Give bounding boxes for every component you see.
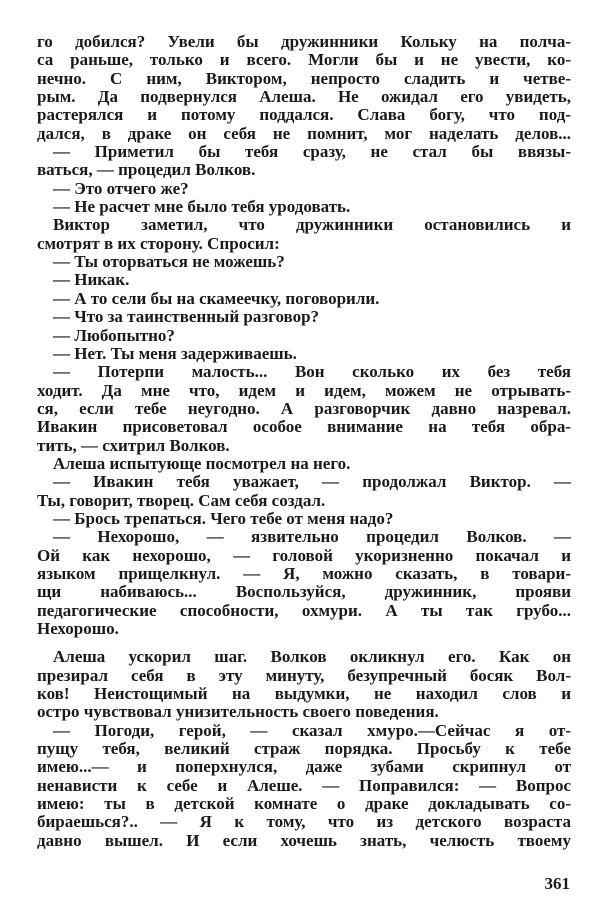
text-line: щи набиваюсь... Воспользуйся, дружинник, прояви — [37, 582, 571, 602]
text-line: дался, в драке он себя не помнит, мог наделать делов... — [37, 123, 571, 143]
text-line: — Ты оторваться не можешь? — [53, 252, 285, 272]
text-line: — Не расчет мне было тебя уродовать. — [53, 197, 351, 217]
text-line: — Брось трепаться. Чего тебе от меня надо? — [53, 508, 394, 528]
text-line: смотрят в их сторону. Спросил: — [37, 233, 280, 253]
text-line: пущу тебя, великий страж порядка. Просьбу к тебе — [37, 739, 571, 759]
text-line: — Любопытно? — [53, 325, 175, 345]
text-line: ков! Неистощимый на выдумки, не находил слов и — [37, 684, 571, 704]
text-line: растерялся и потому поддался. Слава богу, что под- — [37, 105, 571, 125]
text-line: — Что за таинственный разговор? — [53, 307, 320, 327]
text-line: — Это отчего же? — [53, 178, 189, 198]
text-line: ваться, — процедил Волков. — [37, 160, 256, 180]
text-line: ся, если тебе неугодно. А разговорчик давно назревал. — [37, 398, 571, 418]
text-line: — Погоди, герой, — сказал хмуро.—Сейчас я от- — [53, 720, 571, 740]
text-line: тить, — схитрил Волков. — [37, 435, 230, 455]
text-line: презирал себя в эту минуту, безупречный босяк Вол- — [37, 665, 571, 685]
text-line: Ой как нехорошо, — головой укоризненно покачал и — [37, 545, 571, 565]
text-line: рым. Да подвернулся Алеша. Не ожидал его увидеть, — [37, 87, 571, 107]
text-line: са раньше, только и всего. Могли бы и не увести, ко- — [37, 50, 571, 70]
text-line: нечно. С ним, Виктором, непросто сладить и четве- — [37, 68, 571, 88]
text-line: — А то сели бы на скамеечку, поговорили. — [53, 288, 380, 308]
text-line: го добился? Увели бы дружинники Кольку на полча- — [37, 32, 571, 51]
text-line: педагогические способности, охмури. А ты так грубо... — [37, 600, 571, 620]
text-line: — Ивакин тебя уважает, — продолжал Виктор. — — [53, 472, 571, 492]
page-number: 361 — [544, 874, 570, 893]
text-line: давно вышел. И если хочешь знать, челюсть твоему — [37, 830, 571, 850]
text-line: Нехорошо. — [37, 619, 119, 638]
text-line: — Нет. Ты меня задерживаешь. — [53, 343, 297, 363]
text-line: имею...— и поперхнулся, даже зубами скрипнул от — [37, 757, 571, 777]
text-line: — Приметил бы тебя сразу, не стал бы ввязы- — [53, 142, 571, 162]
text-line: Алеша испытующе посмотрел на него. — [53, 453, 351, 473]
text-line: — Никак. — [53, 270, 130, 290]
text-line: ненависти к себе и Алеше. — Поправился: — Вопрос — [37, 775, 571, 795]
text-line: языком прищелкнул. — Я, можно сказать, в товари- — [37, 563, 571, 583]
text-line: Ты, говорит, творец. Сам себя создал. — [37, 490, 326, 510]
text-line: Алеша ускорил шаг. Волков окликнул его. Как он — [53, 647, 571, 667]
text-line: ходит. Да мне что, идем и идем, можем не отрывать- — [37, 380, 571, 400]
text-line: остро чувствовал унизительность своего поведения. — [37, 702, 439, 722]
text-line: — Потерпи малость... Вон сколько их без тебя — [53, 362, 571, 382]
text-line: бираешься?.. — Я к тому, что из детского возраста — [37, 812, 571, 832]
book-page-text — [37, 33, 571, 850]
text-line: Виктор заметил, что дружинники остановились и — [53, 215, 571, 235]
text-line: Ивакин присоветовал особое внимание на тебя обра- — [37, 417, 571, 437]
text-line: — Нехорошо, — язвительно процедил Волков. — — [53, 527, 571, 547]
text-line: имею: ты в детской комнате о драке докладывать со- — [37, 794, 571, 814]
